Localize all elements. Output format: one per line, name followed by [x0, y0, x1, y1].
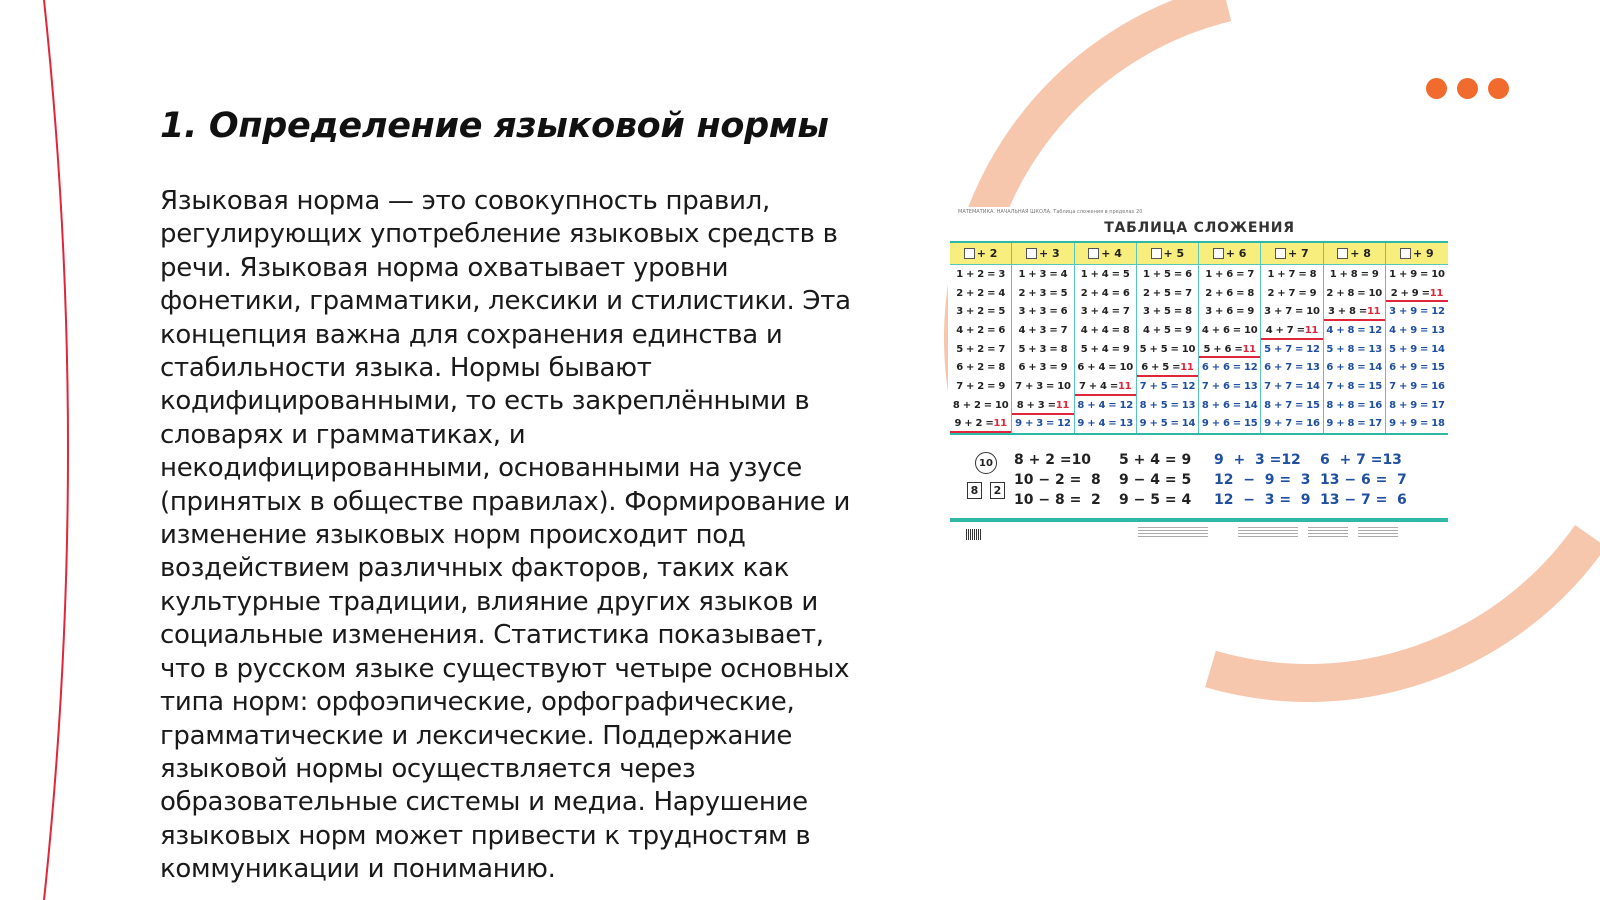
table-column — [1386, 243, 1448, 433]
table-cell: 9 + 4 = 13 — [1077, 418, 1133, 430]
table-column — [1137, 243, 1199, 433]
table-cell: 2 + 2 = 4 — [956, 287, 1006, 299]
empty-box-icon — [1151, 248, 1162, 259]
dot-3 — [1488, 78, 1509, 99]
table-cell: 4 + 4 = 8 — [1080, 324, 1130, 336]
empty-box-icon — [964, 248, 975, 259]
table-cell: 8 + 9 = 17 — [1389, 399, 1445, 411]
table-cell: 3 + 2 = 5 — [956, 306, 1006, 318]
table-cell: 8 + 6 = 14 — [1201, 399, 1258, 411]
column-label: + 7 — [1288, 247, 1309, 260]
empty-box-icon — [1026, 248, 1037, 259]
table-cell: 7 + 8 = 15 — [1326, 380, 1382, 392]
column-label: + 3 — [1039, 247, 1060, 260]
table-cell: 4 + 3 = 7 — [1018, 324, 1068, 336]
footer-text-block — [1138, 527, 1208, 537]
table-cell: 3 + 7 = 10 — [1264, 306, 1320, 318]
table-cell: 3 + 3 = 6 — [1018, 306, 1068, 318]
table-cell: 1 + 8 = 9 — [1329, 268, 1379, 280]
table-cell: 1 + 7 = 8 — [1267, 268, 1317, 280]
table-cell: 2 + 6 = 8 — [1205, 287, 1255, 299]
table-column — [1012, 243, 1074, 433]
table-cell: 2 + 4 = 6 — [1080, 287, 1130, 299]
column-label: + 5 — [1163, 247, 1185, 260]
empty-box-icon — [1213, 248, 1224, 259]
table-cell: 2 + 9 = 11 — [1386, 284, 1448, 303]
barcode — [966, 529, 982, 540]
table-cell: 1 + 4 = 5 — [1080, 268, 1130, 280]
addition-grid — [950, 241, 1448, 435]
empty-box-icon — [1337, 248, 1348, 259]
dot-1 — [1426, 78, 1447, 99]
table-title: ТАБЛИЦА СЛОЖЕНИЯ — [1104, 220, 1295, 236]
badge-a: 8 — [967, 482, 982, 499]
table-cell: 9 + 3 = 12 — [1015, 418, 1071, 430]
table-cell: 2 + 3 = 5 — [1018, 287, 1068, 299]
table-cell: 9 + 5 = 14 — [1139, 418, 1196, 430]
table-cell: 4 + 5 = 9 — [1142, 324, 1192, 336]
addition-table-image — [948, 207, 1451, 545]
table-footer-line — [950, 518, 1448, 522]
table-cell: 3 + 5 = 8 — [1142, 306, 1192, 318]
table-column — [1075, 243, 1137, 433]
empty-box-icon — [1400, 248, 1411, 259]
table-cell: 1 + 5 = 6 — [1142, 268, 1192, 280]
table-cell: 5 + 2 = 7 — [956, 343, 1006, 355]
table-cell: 7 + 4 = 11 — [1075, 377, 1136, 396]
column-label: + 4 — [1101, 247, 1122, 260]
table-cell: 6 + 7 = 13 — [1264, 362, 1320, 374]
table-cell: 4 + 2 = 6 — [956, 324, 1006, 336]
table-header-small: МАТЕМАТИКА. НАЧАЛЬНАЯ ШКОЛА. Таблица сложения в пределах 20 — [958, 209, 1143, 215]
table-cell: 6 + 2 = 8 — [956, 362, 1006, 374]
badge-b: 2 — [990, 482, 1005, 499]
table-cell: 7 + 7 = 14 — [1264, 380, 1320, 392]
table-cell: 9 + 9 = 18 — [1389, 418, 1445, 430]
table-column-header — [950, 243, 1011, 265]
column-label: + 2 — [976, 247, 998, 260]
table-column-header — [1386, 243, 1448, 265]
column-label: + 6 — [1225, 247, 1247, 260]
badge-ten: 10 — [975, 452, 997, 474]
table-cell: 5 + 8 = 13 — [1326, 343, 1382, 355]
table-cell: 1 + 9 = 10 — [1389, 268, 1445, 280]
column-label: + 9 — [1413, 247, 1434, 260]
table-cell: 7 + 3 = 10 — [1015, 380, 1071, 392]
table-cell: 3 + 8 = 11 — [1324, 302, 1385, 321]
menu-dots — [1426, 78, 1509, 99]
table-cell: 4 + 6 = 10 — [1201, 324, 1258, 336]
table-column-header — [1075, 243, 1136, 265]
table-cell: 3 + 6 = 9 — [1205, 306, 1255, 318]
example-equations: 9 + 3 =12 12 − 9 = 3 12 − 3 = 9 — [1214, 452, 1311, 508]
slide-body-text: Языковая норма — это совокупность правил, регулирующих употребление языковых средств в речи. Языковая норма охватывает уровни фонетики, грамматики, лексики и стилистики. Эта концепция важна для сохранения единства и стабильности языка. Нормы бывают кодифицированными, то есть закреплёнными в словарях и грамматиках, и некодифицированными, основанными на узусе (принятых в обществе правилах). Формирование и изменение языковых норм происходит под воздействием различных факторов, таких как культурные традиции, влияние других языков и социальные изменения. Статистика показывает, что в русском языке существуют четыре основных типа норм: орфоэпические, орфографические, грамматические и лексические. Поддержание языковой нормы осуществляется через образовательные системы и медиа. Нарушение языковых норм может привести к трудностям в коммуникации и пониманию. — [160, 186, 851, 885]
table-column — [1261, 243, 1323, 433]
table-cell: 5 + 9 = 14 — [1389, 343, 1445, 355]
examples-block — [948, 448, 1451, 508]
table-cell: 9 + 6 = 15 — [1201, 418, 1258, 430]
example-equations: 6 + 7 =13 13 − 6 = 7 13 − 7 = 6 — [1320, 452, 1407, 508]
table-cell: 4 + 9 = 13 — [1389, 324, 1445, 336]
table-cell: 7 + 9 = 16 — [1389, 380, 1445, 392]
slide-title: 1. Определение языковой нормы — [160, 106, 829, 146]
table-column-header — [1012, 243, 1073, 265]
table-cell: 1 + 3 = 4 — [1018, 268, 1068, 280]
table-cell: 2 + 8 = 10 — [1326, 287, 1382, 299]
empty-box-icon — [1275, 248, 1286, 259]
table-cell: 6 + 6 = 12 — [1201, 362, 1258, 374]
footer-text-block — [1358, 527, 1398, 537]
table-cell: 5 + 7 = 12 — [1264, 343, 1320, 355]
table-column — [1199, 243, 1261, 433]
table-cell: 8 + 2 = 10 — [952, 399, 1009, 411]
table-cell: 8 + 4 = 12 — [1077, 399, 1133, 411]
table-cell: 7 + 6 = 13 — [1201, 380, 1258, 392]
footer-text-block — [1308, 527, 1348, 537]
table-cell: 4 + 7 = 11 — [1261, 321, 1322, 340]
table-cell: 8 + 7 = 15 — [1264, 399, 1320, 411]
table-cell: 8 + 8 = 16 — [1326, 399, 1382, 411]
table-cell: 5 + 4 = 9 — [1080, 343, 1130, 355]
table-column-header — [1137, 243, 1198, 265]
dot-2 — [1457, 78, 1478, 99]
table-column-header — [1199, 243, 1260, 265]
footer-text-block — [1238, 527, 1298, 537]
table-cell: 9 + 7 = 16 — [1264, 418, 1320, 430]
table-cell: 3 + 4 = 7 — [1080, 306, 1130, 318]
example-equations: 8 + 2 =10 10 − 2 = 8 10 − 8 = 2 — [1014, 452, 1101, 508]
example-equations: 5 + 4 = 9 9 − 4 = 5 9 − 5 = 4 — [1119, 452, 1192, 508]
table-cell: 2 + 7 = 9 — [1267, 287, 1317, 299]
table-cell: 6 + 4 = 10 — [1077, 362, 1133, 374]
table-cell: 8 + 5 = 13 — [1139, 399, 1196, 411]
table-column — [950, 243, 1012, 433]
table-cell: 7 + 2 = 9 — [956, 380, 1006, 392]
table-cell: 3 + 9 = 12 — [1389, 306, 1445, 318]
table-cell: 2 + 5 = 7 — [1142, 287, 1192, 299]
table-column-header — [1324, 243, 1385, 265]
table-cell: 6 + 9 = 15 — [1389, 362, 1445, 374]
table-cell: 1 + 2 = 3 — [956, 268, 1006, 280]
table-cell: 1 + 6 = 7 — [1205, 268, 1255, 280]
table-cell: 9 + 2 = 11 — [950, 415, 1011, 434]
left-border-curve — [44, 0, 68, 900]
table-cell: 5 + 5 = 10 — [1139, 343, 1196, 355]
empty-box-icon — [1088, 248, 1099, 259]
table-column-header — [1261, 243, 1322, 265]
table-cell: 7 + 5 = 12 — [1139, 380, 1196, 392]
table-cell: 5 + 3 = 8 — [1018, 343, 1068, 355]
column-label: + 8 — [1350, 247, 1371, 260]
table-column — [1324, 243, 1386, 433]
table-cell: 9 + 8 = 17 — [1326, 418, 1382, 430]
table-cell: 6 + 5 = 11 — [1137, 358, 1198, 377]
table-cell: 4 + 8 = 12 — [1326, 324, 1382, 336]
table-cell: 6 + 8 = 14 — [1326, 362, 1382, 374]
table-cell: 5 + 6 = 11 — [1199, 340, 1260, 359]
table-cell: 6 + 3 = 9 — [1018, 362, 1068, 374]
table-cell: 8 + 3 = 11 — [1012, 396, 1073, 415]
